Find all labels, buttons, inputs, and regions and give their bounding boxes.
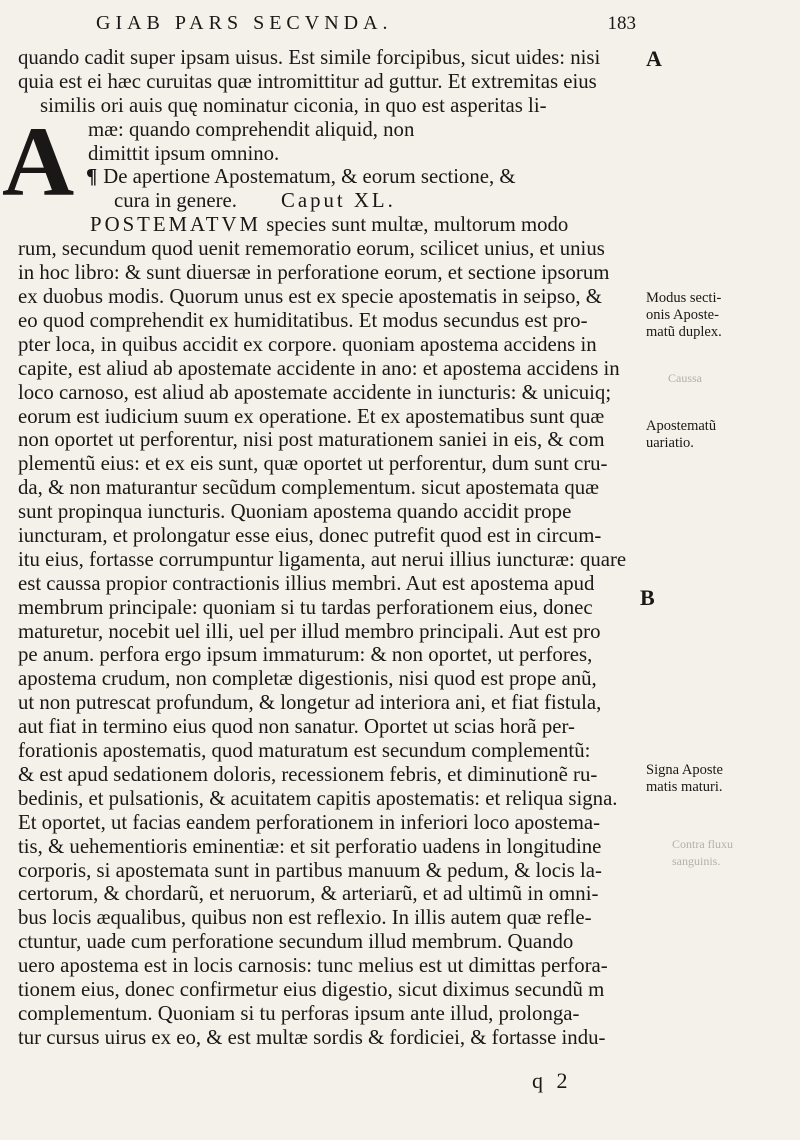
- text-line: Et oportet, ut facias eandem perforationem in inferiori loco apostema-: [18, 810, 601, 834]
- note-line: Modus secti-: [646, 290, 722, 306]
- signature-mark: q 2: [532, 1068, 572, 1093]
- text-line: tis, & uehementioris eminentiæ: et sit perforatio uadens in longitudine: [18, 834, 602, 858]
- text-line: dimittit ipsum omnino.: [88, 141, 280, 165]
- text-line: eo quod comprehendit ex humiditatibus. Et modus secundus est pro-: [18, 309, 588, 333]
- chapter-first-word: POSTEMATVM: [90, 213, 261, 237]
- text-line: da, & non maturantur secũdum complementum. sicut apostemata quæ: [18, 476, 600, 500]
- text-line: rum, secundum quod uenit rememoratio eorum, scilicet unius, et unius: [18, 237, 605, 261]
- note-line: matis maturi.: [646, 779, 723, 795]
- note-line: uariatio.: [646, 435, 694, 451]
- page-header: [96, 12, 636, 35]
- chapter-title-line2: cura in genere.: [114, 189, 237, 213]
- text-line: capite, est aliud ab apostemate accidente in ano: et apostema accidens in: [18, 356, 620, 380]
- note-line: Apostematũ: [646, 418, 717, 434]
- pilcrow-mark: ¶: [86, 165, 98, 189]
- text-line: certorum, & chordarũ, et neruorum, & arteriarũ, et ad ultimũ in omni-: [18, 882, 599, 906]
- text-line: loco carnoso, est aliud ab apostemate accidente in iuncturis: & unicuiq;: [18, 380, 612, 404]
- text-line: quando cadit super ipsam uisus. Est simile forcipibus, sicut uides: nisi: [18, 46, 601, 69]
- chapter-title-line1: De apertione Apostematum, & eorum sectione, &: [103, 165, 516, 189]
- note-line: onis Aposte-: [646, 307, 719, 323]
- text-line: eorum est iudicium suum ex operatione. Et ex apostematibus sunt quæ: [18, 404, 605, 428]
- text-line: iuncturam, et prolongatur esse eius, donec putrefit quod est in circum-: [18, 524, 602, 548]
- main-text: [18, 46, 633, 1050]
- text-line: tur cursus uirus ex eo, & est multæ sordis & fordiciei, & fortasse indu-: [18, 1025, 606, 1049]
- running-head: GIAB PARS SECVNDA.: [96, 12, 393, 34]
- note-line: sanguinis.: [672, 854, 721, 868]
- text-line: uero apostema est in locis carnosis: tunc melius est ut dimittas perfora-: [18, 954, 608, 978]
- margin-letter-a: A: [646, 46, 662, 71]
- chapter-heading-2: [18, 189, 633, 213]
- text-line: corporis, si apostemata sunt in partibus manuum & pedum, & locis la-: [18, 858, 602, 882]
- margin-note-modus: [646, 290, 796, 341]
- note-line: Contra fluxu: [672, 837, 733, 851]
- text-line: bus locis æqualibus, quibus non est reflexio. In illis autem quæ refle-: [18, 906, 592, 930]
- text-line: tionem eius, donec confirmetur eius digestio, sicut diximus secundũ m: [18, 977, 605, 1001]
- text-line: apostema crudum, non completæ digestionis, nisi quod est prope anũ,: [18, 667, 597, 691]
- text-line: membrum principale: quoniam si tu tardas perforationem eius, donec: [18, 595, 593, 619]
- first-line-text: species sunt multæ, multorum modo: [266, 213, 569, 237]
- text-line: est caussa propior contractionis illius membri. Aut est apostema apud: [18, 571, 595, 595]
- text-line: itu eius, fortasse corrumpuntur ligamenta, aut nerui illius iuncturæ: quare: [18, 547, 627, 571]
- margin-note-signa: [646, 762, 796, 796]
- margin-note-variatio: [646, 418, 796, 452]
- text-line: quia est ei hæc curuitas quæ intromittitur ad guttur. Et extremitas eius: [18, 69, 597, 93]
- page-number: 183: [607, 13, 636, 34]
- drop-cap: A: [2, 106, 75, 217]
- text-line: complementum. Quoniam si tu perforas ipsum ante illud, prolonga-: [18, 1001, 580, 1025]
- text-line: ex duobus modis. Quorum unus est ex specie apostematis in seipso, &: [18, 285, 602, 309]
- text-line: sunt propinqua iuncturis. Quoniam apostema quando accidit prope: [18, 500, 572, 524]
- text-line: pe anum. perfora ergo ipsum immaturum: & non oportet, ut perfores,: [18, 643, 593, 667]
- text-line: bedinis, et pulsationis, & acuitatem capitis apostematis: et reliqua signa.: [18, 786, 618, 810]
- text-line: ut non putrescat profundum, & longetur ad interiora ani, et fiat fistula,: [18, 691, 602, 715]
- text-line: non oportet ut perforentur, nisi post maturationem saniei in eis, & com: [18, 428, 605, 452]
- text-line: [18, 213, 633, 237]
- note-line: Signa Aposte: [646, 762, 723, 778]
- text-line: forationis apostematis, quod maturatum est secundum complementũ:: [18, 739, 591, 763]
- bleed-through-note-1: Caussa: [668, 371, 702, 385]
- chapter-number: Caput XL.: [280, 189, 396, 213]
- chapter-heading: [18, 165, 633, 189]
- text-line: in hoc libro: & sunt diuersæ in perforatione eorum, et sectione ipsorum: [18, 261, 610, 285]
- margin-letter-b: B: [640, 585, 655, 610]
- text-line: ctuntur, uade cum perforatione secundum illud membrum. Quando: [18, 930, 574, 954]
- text-line: & est apud sedationem doloris, recessionem febris, et diminutionẽ ru-: [18, 762, 598, 786]
- text-line: pter loca, in quibus accidit ex corpore. quoniam apostema accidens in: [18, 332, 597, 356]
- text-line: similis ori auis quę nominatur ciconia, in quo est asperitas li-: [40, 93, 547, 117]
- text-line: maturetur, nocebit uel illi, uel per illud membro principali. Aut est pro: [18, 619, 601, 643]
- text-line: aut fiat in termino eius quod non sanatur. Oportet ut scias horã per-: [18, 715, 575, 739]
- note-line: matũ duplex.: [646, 324, 722, 340]
- text-line: plementũ eius: et ex eis sunt, quæ oportet ut perforentur, dum sunt cru-: [18, 452, 608, 476]
- bleed-through-note-2: [672, 836, 800, 870]
- text-line: mæ: quando comprehendit aliquid, non: [88, 117, 415, 141]
